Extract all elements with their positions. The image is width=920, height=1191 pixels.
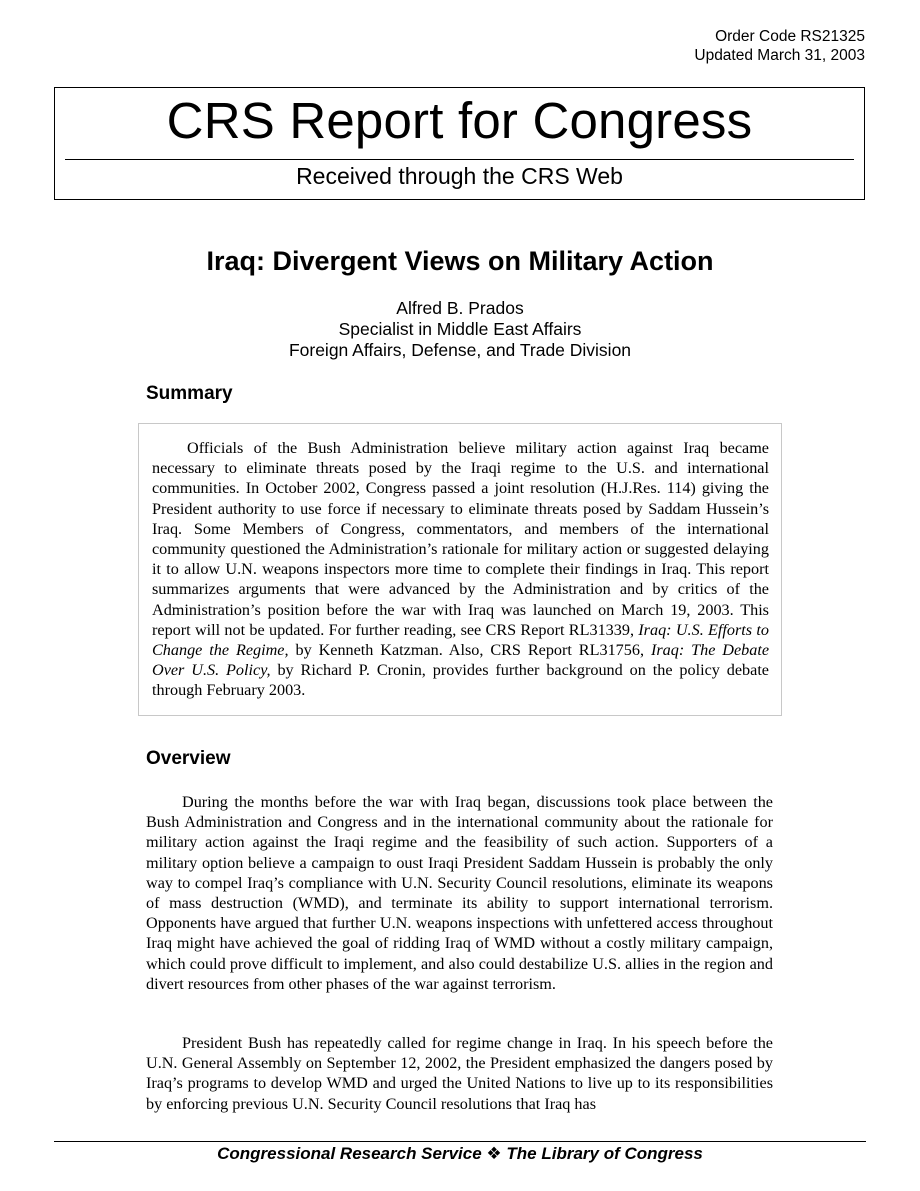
footer-separator-icon: ❖ [486, 1144, 502, 1163]
footer-crs: Congressional Research Service [217, 1144, 482, 1163]
summary-text-part-3: by Richard P. Cronin, provides further background on the policy debate through February 2003. [152, 661, 769, 700]
overview-heading: Overview [146, 748, 231, 769]
author-division: Foreign Affairs, Defense, and Trade Division [288, 340, 632, 360]
order-code: Order Code RS21325 [715, 28, 865, 45]
overview-paragraph-2: President Bush has repeatedly called for regime change in Iraq. In his speech before the U.N. General Assembly on September 12, 2002, the President emphasized the dangers posed by Iraq’s programs to develop WMD and urged the United Nations to live up to its responsibilities by enforcing previous U.N. Security Council resolutions that Iraq has [146, 1034, 773, 1113]
summary-text [152, 438, 769, 701]
summary-reference-title-2: Iraq: The Debate Over U.S. Policy, [152, 641, 770, 680]
summary-box [138, 423, 782, 716]
summary-text-part-1: Officials of the Bush Administration believe military action against Iraq became necessary to eliminate threats posed by the Iraqi regime to the U.S. and international communities. In October 2002, Congress passed a joint resolution (H.J.Res. 114) giving the President authority to use force if necessary to eliminate threats posed by Saddam Hussein’s Iraq. Some Members of Congress, commentators, and members of the international community questioned the Administration’s rationale for military action or suggested delaying it to allow U.N. weapons inspectors more time to complete their findings in Iraq. This report summarizes arguments that were advanced by the Administration and by critics of the Administration’s position before the war with Iraq was launched on March 19, 2003. This report will not be updated. For further reading, see CRS Report RL31339, [152, 439, 769, 639]
summary-heading: Summary [146, 383, 233, 404]
banner-title: CRS Report for Congress [166, 92, 753, 149]
footer [0, 1143, 920, 1165]
banner-subtitle: Received through the CRS Web [296, 163, 623, 189]
author-name: Alfred B. Prados [396, 298, 524, 318]
report-banner [54, 87, 865, 200]
overview-paragraph-1: During the months before the war with Iraq began, discussions took place between the Bush Administration and Congress and in the international community about the rationale for military action against the Iraqi regime and the feasibility of such action. Supporters of a military option believe a campaign to oust Iraqi President Saddam Hussein is probably the only way to compel Iraq’s compliance with U.N. Security Council resolutions, eliminate its weapons of mass destruction (WMD), and terminate its ability to support international terrorism. Opponents have argued that further U.N. weapons inspections with unfettered access throughout Iraq might have achieved the goal of ridding Iraq of WMD without a costly military campaign, which could prove difficult to implement, and also could destabilize U.S. allies in the region and divert resources from other phases of the war against terrorism. [146, 793, 773, 993]
order-code-block [694, 27, 865, 65]
footer-library: The Library of Congress [506, 1144, 703, 1163]
updated-date: Updated March 31, 2003 [694, 47, 865, 64]
author-role: Specialist in Middle East Affairs [338, 319, 582, 339]
footer-divider [54, 1141, 866, 1142]
document-title: Iraq: Divergent Views on Military Action [206, 246, 714, 276]
banner-divider [65, 159, 854, 160]
summary-text-part-2: by Kenneth Katzman. Also, CRS Report RL31756, [295, 641, 645, 660]
summary-reference-title-1: Iraq: U.S. Efforts to Change the Regime, [152, 620, 769, 660]
author-block [0, 298, 920, 361]
